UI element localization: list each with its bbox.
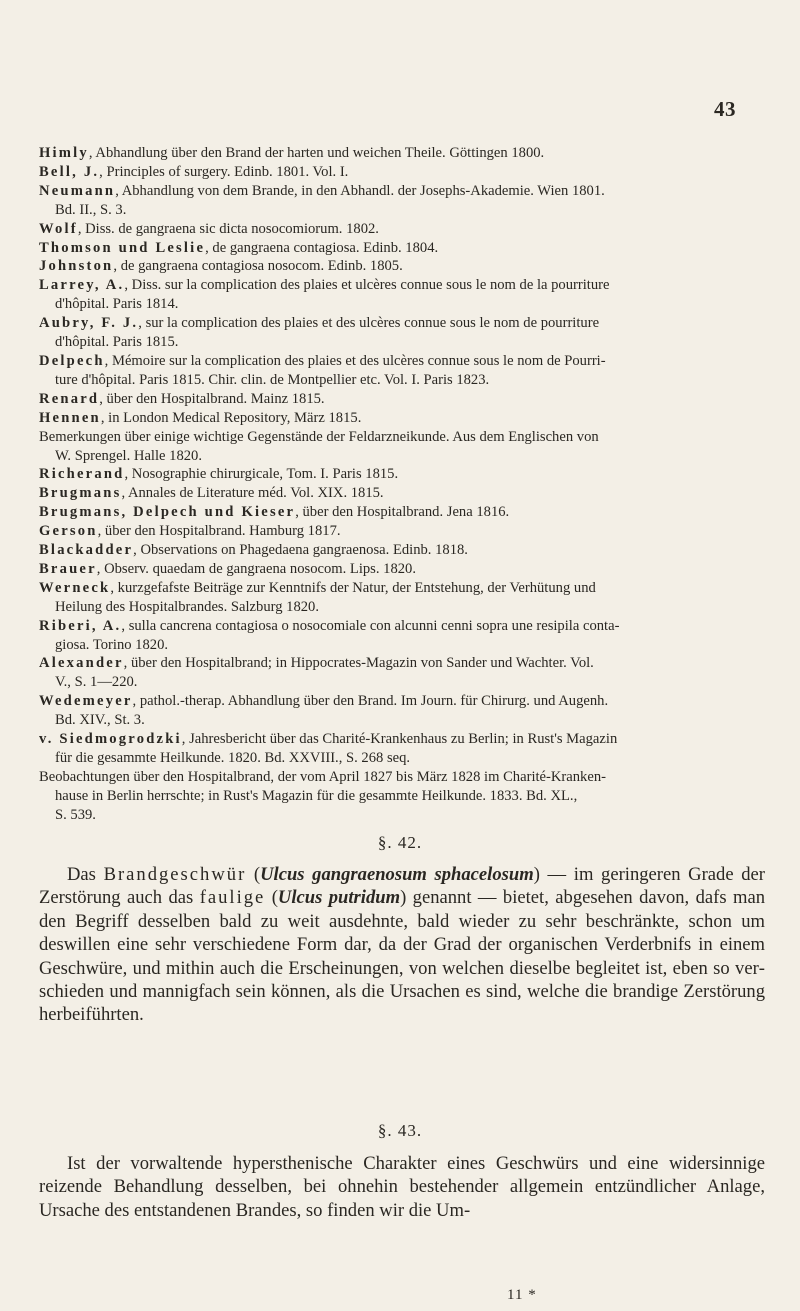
bib-text: , kurzgefafste Beiträge zur Kenntnifs der Natur, der Entstehung, der Verhütung und [110,579,596,596]
bibliography-entry [39,503,765,522]
p42-a: ( [246,864,261,885]
paragraph-42 [39,863,765,1027]
bib-author: Brugmans [39,485,122,502]
bibliography-entry [39,617,765,655]
p43-text: Ist der vorwaltende hypersthenische Charakter eines Geschwürs und eine widersinnige reizende Behandlung desselben, bei ohnehin bestehender allgemein entzündlicher Anlage, Ursache des entstandenen Brandes, so finden wir die Um- [39,1153,765,1221]
bib-continuation: für die gesammte Heilkunde. 1820. Bd. XXVIII., S. 268 seq. [55,750,411,766]
bibliography-entry [39,465,765,484]
bibliography-entry [39,654,765,692]
bib-text: Bemerkungen über einige wichtige Gegenstände der Feldarzneikunde. Aus dem Englischen von [39,428,599,445]
p42-start: Das [67,864,104,885]
bib-text: , sur la complication des plaies et des ulcères connue sous le nom de pourriture [138,315,600,332]
bib-author: Brauer [39,560,97,577]
p42-c: ( [265,887,278,909]
bib-author: Himly [39,145,89,161]
bib-text: Beobachtungen über den Hospitalbrand, der vom April 1827 bis März 1828 im Charité-Kranken- [39,768,606,785]
bibliography-entry [39,730,765,768]
bib-text: , Principles of surgery. Edinb. 1801. Vol. I. [99,163,349,180]
bib-author: Thomson und Leslie [39,239,206,256]
bibliography-entry [39,560,765,579]
bib-author: Gerson [39,523,98,540]
bibliography-entry [39,522,765,541]
bibliography-entry [39,220,765,239]
bib-text: , über den Hospitalbrand. Mainz 1815. [99,390,325,407]
bib-author: Bell, J. [39,163,100,180]
bibliography-entry [39,314,765,352]
latin-ulcus-gangraenosum: Ulcus gangraenosum sphacelosum [260,864,534,885]
bib-text: , Abhandlung von dem Brande, in den Abhandl. der Josephs-Akademie. Wien 1801. [115,182,605,199]
bibliography-entry [39,579,765,617]
bib-author: Neumann [39,182,116,199]
bib-continuation: d'hôpital. Paris 1815. [55,334,179,351]
bib-continuation: hause in Berlin herrschte; in Rust's Magazin für die gesammte Heilkunde. 1833. Bd. XL., [55,787,578,804]
section-heading-43: §. 43. [377,1121,423,1140]
bib-author: Johnston [39,258,114,275]
bib-text: , Diss. de gangraena sic dicta nosocomiorum. 1802. [77,220,379,237]
bibliography-entry [39,163,765,182]
bibliography-entry [39,239,765,258]
bib-author: Renard [39,390,100,407]
bib-text: , pathol.-therap. Abhandlung über den Brand. Im Journ. für Chirurg. und Augenh. [132,693,609,710]
bib-author: Wedemeyer [39,693,133,710]
bibliography-entry [39,144,765,163]
bibliography-entry [39,276,765,314]
bibliography-entry [39,541,765,560]
bib-author: Werneck [39,579,111,596]
paragraph-43 [39,1152,765,1222]
term-faulige: faulige [199,887,266,909]
bibliography-entry [39,390,765,409]
bib-text: , de gangraena contagiosa nosocom. Edinb. 1805. [113,258,403,275]
bib-author: Hennen [39,409,101,426]
bib-author: Blackadder [39,542,134,559]
bib-continuation: W. Sprengel. Halle 1820. [55,447,202,464]
bib-continuation: d'hôpital. Paris 1814. [55,296,179,313]
bib-text: , über den Hospitalbrand. Jena 1816. [295,504,510,521]
bib-text: , Abhandlung über den Brand der harten und weichen Theile. Göttingen 1800. [88,145,545,161]
signature-mark: 11 * [507,1287,537,1303]
bib-text: , de gangraena contagiosa. Edinb. 1804. [205,239,439,256]
page-number: 43 [714,97,736,121]
bibliography-entry [39,484,765,503]
bib-author: Aubry, F. J. [39,315,139,332]
bib-author: Wolf [39,220,78,237]
bib-text: , Observations on Phagedaena gangraenosa. Edinb. 1818. [133,542,468,559]
bib-author: v. Siedmogrodzki [39,731,182,748]
bib-continuation: ture d'hôpital. Paris 1815. Chir. clin. de Montpellier etc. Vol. I. Paris 1823. [55,371,490,388]
p42-d: ) genannt — bietet, abgesehen davon, dafs man den Begriff desselben bald zu weit ausdehnte, bald wieder zu sehr beschränkte, schon um deswillen eine sehr verschiedene Form dar, da der Grad der organischen Verderbnifs in einem Geschwüre, und mithin auch die Erscheinungen, von welchen dieselbe begleitet ist, eben so verschieden und mannigfach sein können, als die Ursachen es sind, welche die brandige Zerstörung herbeiführten. [39,887,765,1026]
section-heading-42: §. 42. [377,833,423,852]
bib-author: Riberi, A. [39,617,122,634]
bib-author: Alexander [39,655,124,672]
bib-text: , Mémoire sur la complication des plaies et des ulcères connue sous le nom de Pourri- [104,352,606,369]
bib-text: , Nosographie chirurgicale, Tom. I. Paris 1815. [124,466,399,483]
bibliography-entry [39,806,765,825]
p42-b: ) — im geringeren Grade der Zerstörung auch das [39,864,765,909]
bibliography [39,144,765,825]
bib-text: , über den Hospitalbrand. Hamburg 1817. [97,523,341,540]
bib-author: Delpech [39,352,105,369]
bib-text: , Annales de Literature méd. Vol. XIX. 1815. [121,485,384,502]
bibliography-entry [39,409,765,428]
bib-author: Richerand [39,466,125,483]
bib-author: Brugmans, Delpech und Kieser [39,504,296,521]
bib-continuation: V., S. 1—220. [55,674,138,691]
bibliography-entry [39,428,765,466]
bib-text: , Jahresbericht über das Charité-Krankenhaus zu Berlin; in Rust's Magazin [181,731,618,748]
bib-text: , sulla cancrena contagiosa o nosocomiale con alcunni cenni sopra une resipila conta- [121,617,620,634]
bib-continuation: giosa. Torino 1820. [55,636,169,653]
bib-continuation: Bd. II., S. 3. [55,201,127,218]
bibliography-entry [39,257,765,276]
bib-text: , Observ. quaedam de gangraena nosocom. Lips. 1820. [96,560,416,577]
bib-author: Larrey, A. [39,277,125,294]
bibliography-entry [39,768,765,806]
bib-continuation: Heilung des Hospitalbrandes. Salzburg 1820. [55,598,319,615]
bib-text: , über den Hospitalbrand; in Hippocrates-Magazin von Sander und Wachter. Vol. [123,655,594,672]
bib-continuation: S. 539. [55,806,96,823]
term-brandgeschwuer: Brandgeschwür [103,864,247,885]
bibliography-entry [39,352,765,390]
bib-text: , Diss. sur la complication des plaies et ulcères connue sous le nom de la pourriture [124,277,610,294]
bib-continuation: Bd. XIV., St. 3. [55,712,145,729]
bibliography-entry [39,182,765,220]
bibliography-entry [39,692,765,730]
bib-text: , in London Medical Repository, März 1815. [100,409,362,426]
latin-ulcus-putridum: Ulcus putridum [277,887,401,909]
